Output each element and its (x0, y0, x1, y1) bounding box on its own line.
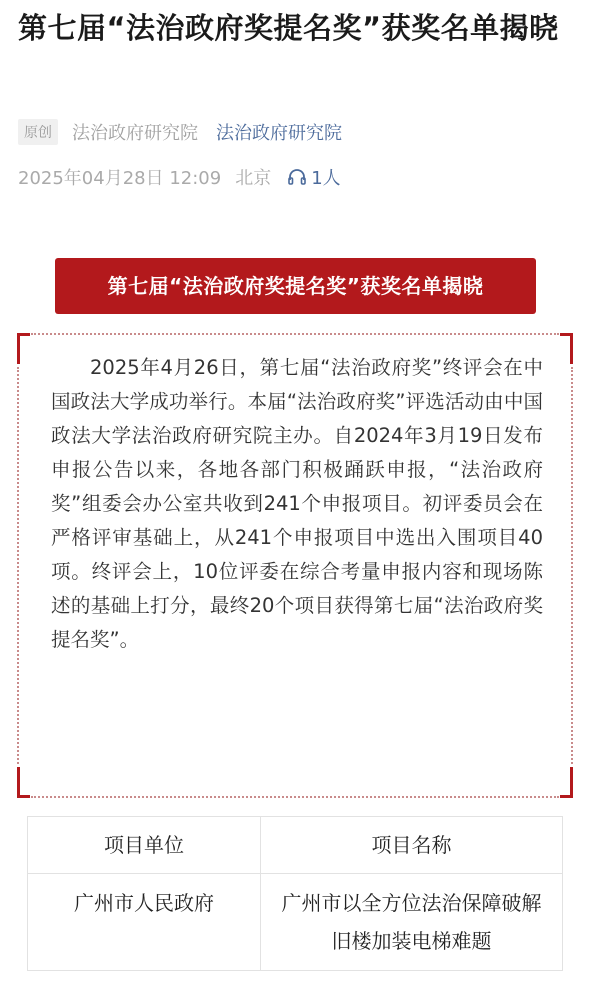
intro-frame (17, 333, 573, 798)
award-table (27, 816, 563, 971)
original-badge: 原创 (18, 119, 58, 145)
frame-corner (560, 333, 573, 364)
article-meta (18, 117, 342, 147)
table-header-row (28, 817, 563, 874)
cell-unit: 广州市人民政府 (28, 874, 261, 971)
frame-dotted-border (31, 333, 559, 335)
frame-dotted-border (31, 796, 559, 798)
listen-button[interactable] (287, 164, 340, 190)
header-project: 项目名称 (261, 817, 563, 874)
frame-dotted-border (571, 367, 573, 764)
publish-datetime: 2025年04月28日 12:09 (18, 168, 222, 189)
header-unit: 项目单位 (28, 817, 261, 874)
listener-count: 1人 (311, 168, 341, 189)
cell-project: 广州市以全方位法治保障破解旧楼加装电梯难题 (261, 874, 563, 971)
intro-paragraph: 2025年4月26日，第七届“法治政府奖”终评会在中国政法大学成功举行。本届“法治政府奖”评选活动由中国政法大学法治政府研究院主办。自2024年3月19日发布申报公告以来，各地各部门积极踊跃申报，“法治政府奖”组委会办公室共收到241个申报项目。初评委员会在严格评审基础上，从241个申报项目中选出入围项目40项。终评会上，10位评委在综合考量申报内容和现场陈述的基础上打分，最终20个项目获得第七届“法治政府奖提名奖”。 (51, 356, 543, 651)
publish-info (18, 162, 341, 192)
headphones-icon (287, 168, 307, 186)
frame-corner (17, 333, 30, 364)
frame-dotted-border (17, 367, 19, 764)
publish-location: 北京 (235, 168, 272, 189)
frame-corner (560, 767, 573, 798)
table-row (28, 874, 563, 971)
frame-corner (17, 767, 30, 798)
section-banner: 第七届“法治政府奖提名奖”获奖名单揭晓 (55, 258, 536, 314)
author-name: 法治政府研究院 (72, 123, 198, 144)
account-link[interactable]: 法治政府研究院 (216, 123, 342, 144)
article-title: 第七届“法治政府奖提名奖”获奖名单揭晓 (18, 11, 559, 45)
